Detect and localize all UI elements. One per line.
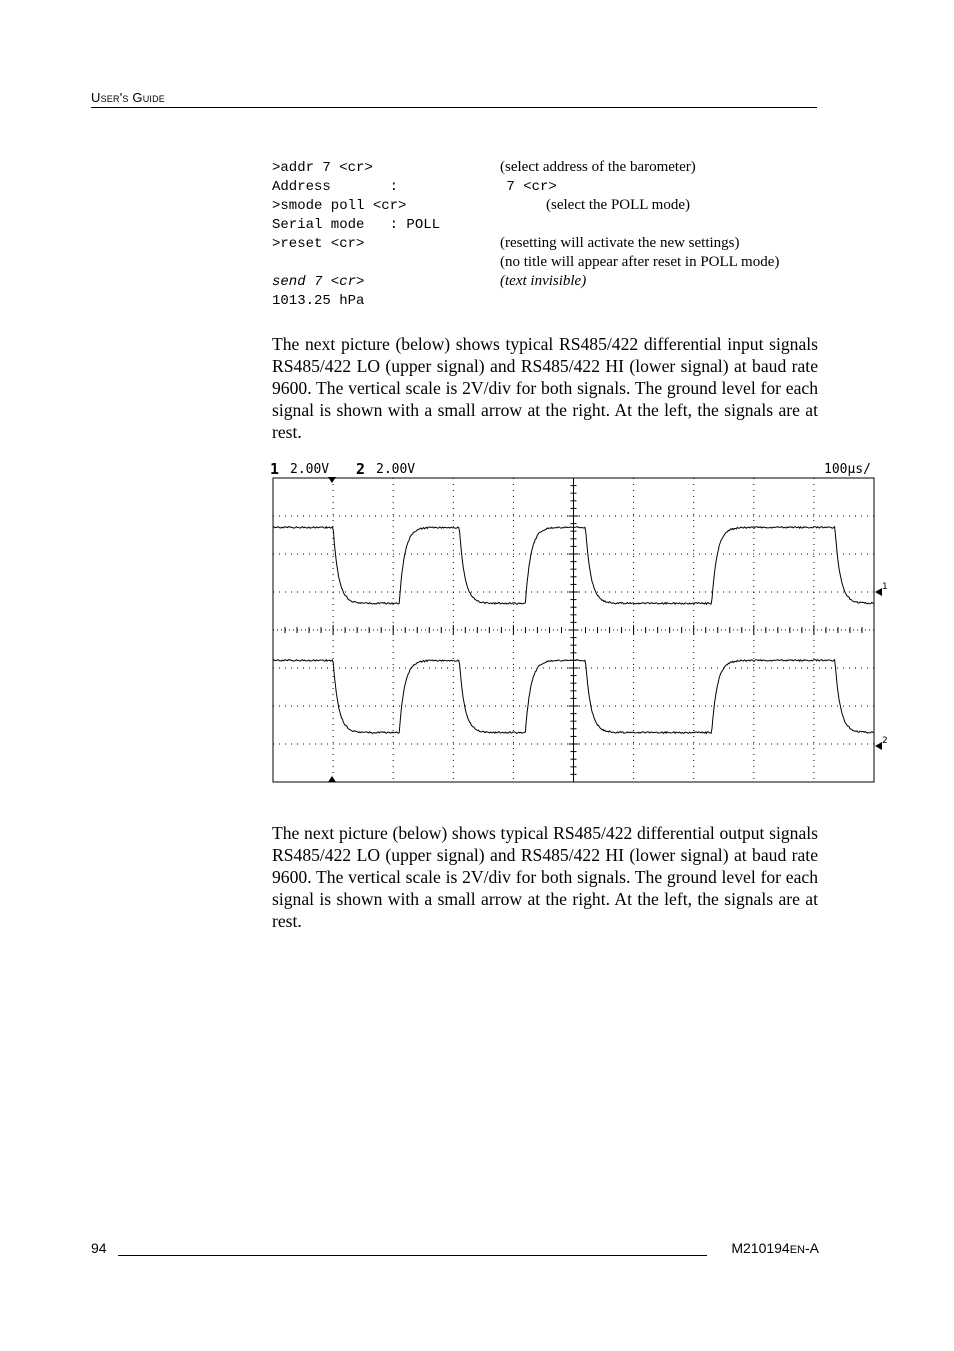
ch2-scale: 2.00V [376,462,416,477]
ch1-label: 1 [270,460,280,478]
code-command: Address : [272,179,399,195]
trigger-marker-bottom [328,776,336,782]
paragraph-output-signals: The next picture (below) shows typical RS485/422 differential output signals RS485/422 LO (upper signal) and RS485/422 HI (lower signal) at baud rate 9600. The vertical scale is 2V/div for both signals. The ground level for each signal is shown with a small arrow at the right. At the left, the signals are at rest. [272,823,818,931]
document-code: M210194EN-A [731,1240,819,1256]
ground-arrow-1 [875,588,882,596]
code-line-6 [272,255,822,274]
code-line-7 [272,274,822,293]
code-note: (resetting will activate the new settings) [500,235,740,251]
code-line-4 [272,217,822,236]
code-command: >reset <cr> [272,236,365,252]
code-line-3 [272,198,822,217]
code-response: 1013.25 hPa [272,293,365,309]
code-line-1 [272,160,822,179]
paragraph-input-signals: The next picture (below) shows typical RS485/422 differential input signals RS485/422 LO (upper signal) and RS485/422 HI (lower signal) at baud rate 9600. The vertical scale is 2V/div for both signals. The ground level for each signal is shown with a small arrow at the right. At the left, the signals are at rest. [272,334,818,442]
trigger-marker-top [328,477,336,483]
terminal-session [272,160,822,312]
page-header: User's Guide [91,90,817,108]
ground-arrow-2 [875,742,882,750]
code-note: (select address of the barometer) [500,159,696,175]
ch2-label: 2 [356,460,366,478]
code-note: (select the POLL mode) [546,197,690,213]
page-number: 94 [91,1240,107,1256]
scope-grid [273,478,874,782]
timebase-label: 100µs/ [824,462,871,477]
code-note: (no title will appear after reset in POLL mode) [500,254,780,270]
footer-rule [118,1255,707,1256]
code-command: Serial mode : POLL [272,217,441,233]
code-command: >addr 7 <cr> [272,160,373,176]
code-line-5 [272,236,822,255]
code-command: >smode poll <cr> [272,198,407,214]
page-footer [91,1240,819,1260]
code-line-8 [272,293,822,312]
code-line-2 [272,179,822,198]
code-response: 7 <cr> [498,179,557,195]
code-command: send 7 <cr> [272,274,365,290]
ground-label-1: 1 [882,582,888,592]
ch1-scale: 2.00V [290,462,330,477]
ground-label-2: 2 [882,736,888,746]
code-note: (text invisible) [500,273,587,289]
oscilloscope-capture [270,458,894,790]
